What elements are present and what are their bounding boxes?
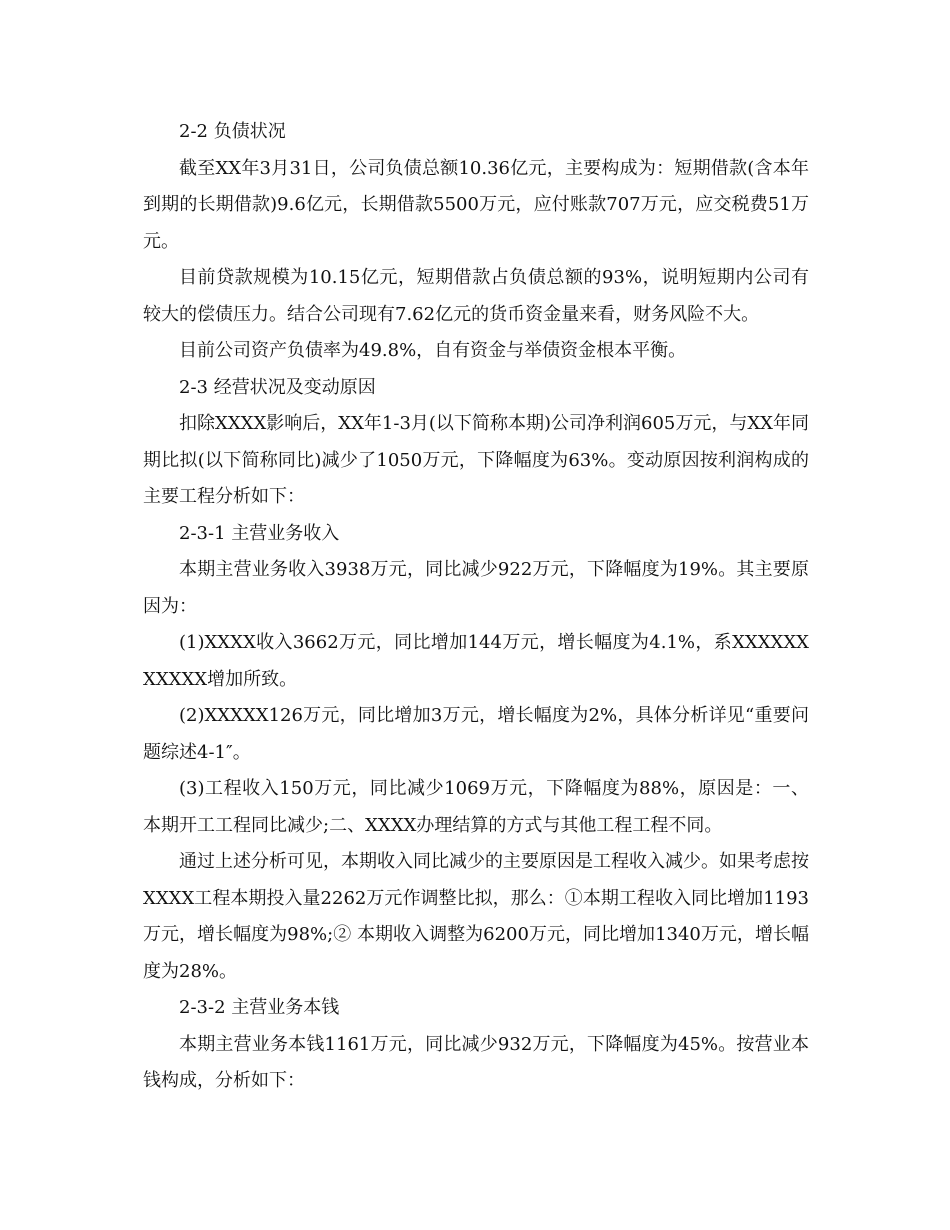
section-heading-2-3: 2-3 经营状况及变动原因: [179, 376, 376, 398]
paragraph-debt-ratio: 目前公司资产负债率为49.8%，自有资金与举债资金根本平衡。: [179, 340, 687, 361]
paragraph-loan-scale: 目前贷款规模为10.15亿元，短期借款占负债总额的93%，说明短期内公司有较大的偿债压力。结合公司现有7.62亿元的货币资金量来看，财务风险不大。: [143, 267, 809, 325]
list-item-revenue-3: (3)工程收入150万元，同比减少1069万元，下降幅度为88%，原因是：一、本期开工工程同比减少;二、XXXX办理结算的方式与其他工程工程不同。: [143, 778, 809, 836]
paragraph-main-cost: 本期主营业务本钱1161万元，同比减少932万元，下降幅度为45%。按营业本钱构成，分析如下：: [143, 1033, 809, 1091]
section-heading-2-3-2: 2-3-2 主营业务本钱: [179, 997, 340, 1018]
section-heading-2-2: 2-2 负债状况: [179, 121, 286, 142]
paragraph-main-revenue: 本期主营业务收入3938万元，同比减少922万元，下降幅度为19%。其主要原因为：: [143, 559, 809, 617]
section-heading-2-3-1: 2-3-1 主营业务收入: [179, 522, 340, 544]
list-item-revenue-2: (2)XXXXX126万元，同比增加3万元，增长幅度为2%，具体分析详见“重要问题综述4-1″。: [143, 705, 809, 763]
list-item-revenue-1: (1)XXXX收入3662万元，同比增加144万元，增长幅度为4.1%，系XXXXXXXXXXX增加所致。: [143, 632, 809, 690]
paragraph-revenue-analysis: 通过上述分析可见，本期收入同比减少的主要原因是工程收入减少。如果考虑按XXXX工程本期投入量2262万元作调整比拟，那么：①本期工程收入同比增加1193万元，增长幅度为98%;② 本期收入调整为6200万元，同比增加1340万元，增长幅度为28%。: [143, 851, 809, 982]
paragraph-liabilities-total: 截至XX年3月31日，公司负债总额10.36亿元，主要构成为：短期借款(含本年到期的长期借款)9.6亿元，长期借款5500万元，应付账款707万元，应交税费51万元。: [143, 157, 809, 252]
document-body: [143, 114, 809, 1100]
paragraph-net-profit: 扣除XXXX影响后，XX年1-3月(以下简称本期)公司净利润605万元，与XX年同期比拟(以下简称同比)减少了1050万元，下降幅度为63%。变动原因按利润构成的主要工程分析如下：: [143, 413, 809, 507]
